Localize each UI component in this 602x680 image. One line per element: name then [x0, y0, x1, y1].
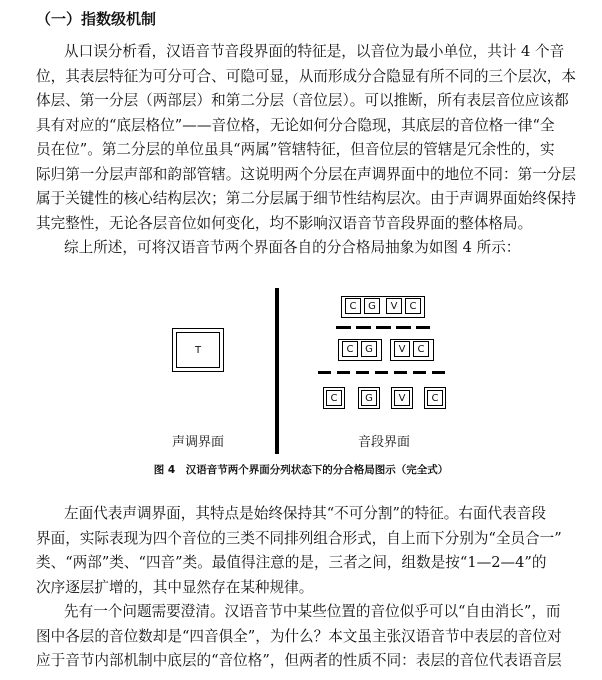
segment-phoneme-box: V — [394, 341, 410, 357]
dash-line — [416, 326, 430, 329]
dash-line — [336, 326, 351, 329]
segment-phoneme-box: V — [386, 298, 402, 314]
segment-phoneme-box: C — [326, 390, 342, 406]
dash-line — [356, 326, 371, 329]
segment-phoneme-box: C — [427, 390, 443, 406]
paragraph-2 — [36, 236, 588, 261]
text-line: 左面代表声调界面，其特点是始终保持其“不可分割”的特征。右面代表音段 — [64, 505, 546, 522]
paragraph-4 — [36, 600, 588, 674]
text-line: 综上所述，可将汉语音节两个界面各自的分合格局抽象为如图 4 所示： — [64, 239, 521, 256]
dash-line — [413, 371, 426, 374]
text-line: 应于音节内部机制中底层的“音位格”，但两者的性质不同：表层的音位代表语音层 — [36, 652, 562, 669]
segment-phoneme-box: G — [361, 341, 377, 357]
dash-line — [376, 326, 391, 329]
dash-line — [396, 326, 411, 329]
text-line: 员在位”。第二分层的单位虽具“两属”管辖特征，但音位层的管辖是冗余性的，实 — [36, 141, 555, 158]
text-line: 位，其表层特征为可分可合、可隐可显，从而形成分合隐显有所不同的三个层次，本 — [36, 67, 576, 85]
paragraph-3 — [36, 502, 588, 600]
segment-phoneme-box: C — [405, 298, 421, 314]
text-line: 从口误分析看，汉语音节音段界面的特征是，以音位为最小单位，共计 4 个音 — [64, 43, 565, 60]
text-line: 际归第一分层声部和韵部管辖。这说明两个分层在声调界面中的地位不同：第一分层 — [36, 165, 576, 183]
figure-right-label: 音段界面 — [358, 435, 411, 450]
tone-box-label: T — [176, 332, 220, 368]
segment-phoneme-box: C — [413, 341, 429, 357]
figure-left-label: 声调界面 — [172, 435, 225, 450]
dash-line — [318, 371, 331, 374]
text-line: 具有对应的“底层格位”——音位格，无论如何分合隐现，其底层的音位格一律“全 — [36, 116, 555, 134]
segment-phoneme-box: V — [394, 390, 410, 406]
section-heading: （一）指数级机制 — [36, 10, 157, 28]
figure-divider — [275, 288, 279, 454]
text-line: 体层、第一分层（两部层）和第二分层（音位层）。可以推断，所有表层音位应该都 — [36, 92, 569, 109]
dash-line — [432, 371, 445, 374]
dash-line — [375, 371, 388, 374]
dash-line — [337, 371, 350, 374]
text-line: 类、“两部”类、“四音”类。最值得注意的是，三者之间，组数是按“1—2—4”的 — [36, 554, 547, 571]
paragraph-1 — [36, 40, 588, 236]
text-line: 先有一个问题需要澄清。汉语音节中某些位置的音位似乎可以“自由消长”，而 — [64, 603, 561, 620]
figure-caption: 图 4 汉语音节两个界面分列状态下的分合格局图示（完全式） — [153, 464, 449, 476]
text-line: 图中各层的音位数却是“四音俱全”，为什么？本文虽主张汉语音节中表层的音位对 — [36, 627, 562, 645]
segment-phoneme-box: G — [364, 298, 380, 314]
text-line: 界面，实际表现为四个音位的三类不同排列组合形式，自上而下分别为“全员合一” — [36, 529, 562, 547]
segment-phoneme-box: C — [345, 298, 361, 314]
segment-phoneme-box: C — [342, 341, 358, 357]
dash-line — [394, 371, 407, 374]
text-line: 其完整性，无论各层音位如何变化，均不影响汉语音节音段界面的整体格局。 — [36, 214, 533, 232]
dash-line — [356, 371, 369, 374]
text-line: 属于关键性的核心结构层次；第二分层属于细节性结构层次。由于声调界面始终保持 — [36, 190, 576, 207]
segment-phoneme-box: G — [361, 390, 377, 406]
text-line: 次序逐层扩增的，其中显然存在某种规律。 — [36, 578, 314, 596]
